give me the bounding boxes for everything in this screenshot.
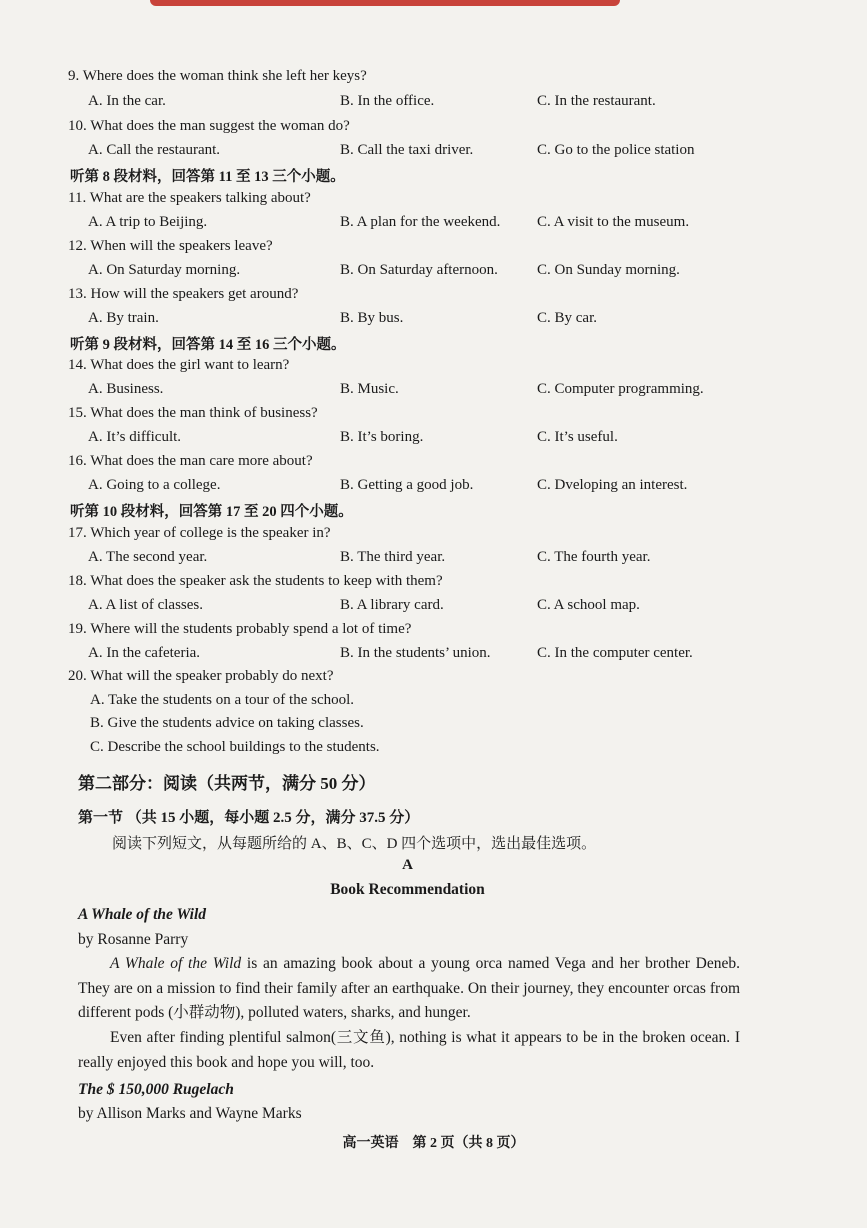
reading-instruction: 阅读下列短文，从每题所给的 A、B、C、D 四个选项中，选出最佳选项。: [112, 836, 597, 852]
q10-option-c: C. Go to the police station: [537, 142, 695, 158]
q12-option-a: A. On Saturday morning.: [88, 262, 241, 278]
q16-option-c: C. Dveloping an interest.: [537, 477, 688, 493]
q17-option-b: B. The third year.: [340, 549, 446, 565]
question-10: 10. What does the man suggest the woman do?: [68, 118, 350, 134]
q11-option-b: B. A plan for the weekend.: [340, 214, 501, 230]
q12-option-b: B. On Saturday afternoon.: [340, 262, 498, 278]
q11-option-a: A. A trip to Beijing.: [88, 214, 208, 230]
q17-option-c: C. The fourth year.: [537, 549, 651, 565]
q13-option-a: A. By train.: [88, 310, 159, 326]
question-9: 9. Where does the woman think she left her keys?: [68, 68, 367, 84]
q10-option-a: A. Call the restaurant.: [88, 142, 221, 158]
question-13: 13. How will the speakers get around?: [68, 286, 299, 302]
q9-option-a: A. In the car.: [88, 93, 166, 109]
page-footer: 高一英语 第 2 页（共 8 页）: [342, 1136, 525, 1151]
page-top-edge: [150, 0, 620, 6]
q15-option-a: A. It’s difficult.: [88, 429, 182, 445]
book-2-title: The $ 150,000 Rugelach: [78, 1081, 234, 1098]
q14-option-c: C. Computer programming.: [537, 381, 704, 397]
q19-option-b: B. In the students’ union.: [340, 645, 491, 661]
q13-option-b: B. By bus.: [340, 310, 404, 326]
section-2-part-1: 第一节 （共 15 小题，每小题 2.5 分，满分 37.5 分）: [78, 810, 420, 826]
book-2-author: by Allison Marks and Wayne Marks: [78, 1105, 302, 1122]
question-19: 19. Where will the students probably spend a lot of time?: [68, 621, 412, 637]
instruction-material-8: 听第 8 段材料，回答第 11 至 13 三个小题。: [70, 169, 345, 185]
q13-option-c: C. By car.: [537, 310, 597, 326]
book-1-paragraph-1: A Whale of the Wild is an amazing book about a young orca named Vega and her brother Deneb. They are on a mission to find their family after an earthquake. On their journey, they encounter orcas from different pods (小群动物), polluted waters, sharks, and hunger.: [78, 955, 740, 1021]
question-12: 12. When will the speakers leave?: [68, 238, 273, 254]
q14-option-b: B. Music.: [340, 381, 399, 397]
q20-option-a: A. Take the students on a tour of the school.: [90, 692, 355, 708]
q10-option-b: B. Call the taxi driver.: [340, 142, 474, 158]
q14-option-a: A. Business.: [88, 381, 164, 397]
question-11: 11. What are the speakers talking about?: [68, 190, 311, 206]
question-20: 20. What will the speaker probably do next?: [68, 668, 334, 684]
q16-option-b: B. Getting a good job.: [340, 477, 474, 493]
q19-option-c: C. In the computer center.: [537, 645, 693, 661]
question-17: 17. Which year of college is the speaker in?: [68, 525, 331, 541]
question-14: 14. What does the girl want to learn?: [68, 357, 290, 373]
q15-option-b: B. It’s boring.: [340, 429, 424, 445]
q20-option-c: C. Describe the school buildings to the students.: [90, 739, 380, 755]
instruction-material-10: 听第 10 段材料，回答第 17 至 20 四个小题。: [70, 504, 353, 520]
passage-title: Book Recommendation: [330, 881, 485, 898]
q17-option-a: A. The second year.: [88, 549, 208, 565]
q18-option-a: A. A list of classes.: [88, 597, 203, 613]
book-1-title: A Whale of the Wild: [78, 906, 207, 923]
question-16: 16. What does the man care more about?: [68, 453, 313, 469]
instruction-material-9: 听第 9 段材料，回答第 14 至 16 三个小题。: [70, 337, 346, 353]
q16-option-a: A. Going to a college.: [88, 477, 221, 493]
book-1-paragraph-2: Even after finding plentiful salmon(三文鱼), nothing is what it appears to be in the broken ocean. I really enjoyed this book and hope you will, too.: [78, 1029, 740, 1071]
q18-option-c: C. A school map.: [537, 597, 640, 613]
q20-option-b: B. Give the students advice on taking classes.: [90, 715, 364, 731]
section-2-title: 第二部分：阅读（共两节，满分 50 分）: [78, 774, 376, 793]
question-18: 18. What does the speaker ask the students to keep with them?: [68, 573, 443, 589]
q15-option-c: C. It’s useful.: [537, 429, 618, 445]
q19-option-a: A. In the cafeteria.: [88, 645, 201, 661]
book-1-author: by Rosanne Parry: [78, 931, 189, 948]
q9-option-b: B. In the office.: [340, 93, 435, 109]
q18-option-b: B. A library card.: [340, 597, 444, 613]
q9-option-c: C. In the restaurant.: [537, 93, 656, 109]
q11-option-c: C. A visit to the museum.: [537, 214, 690, 230]
passage-letter: A: [402, 857, 413, 873]
q12-option-c: C. On Sunday morning.: [537, 262, 680, 278]
question-15: 15. What does the man think of business?: [68, 405, 318, 421]
